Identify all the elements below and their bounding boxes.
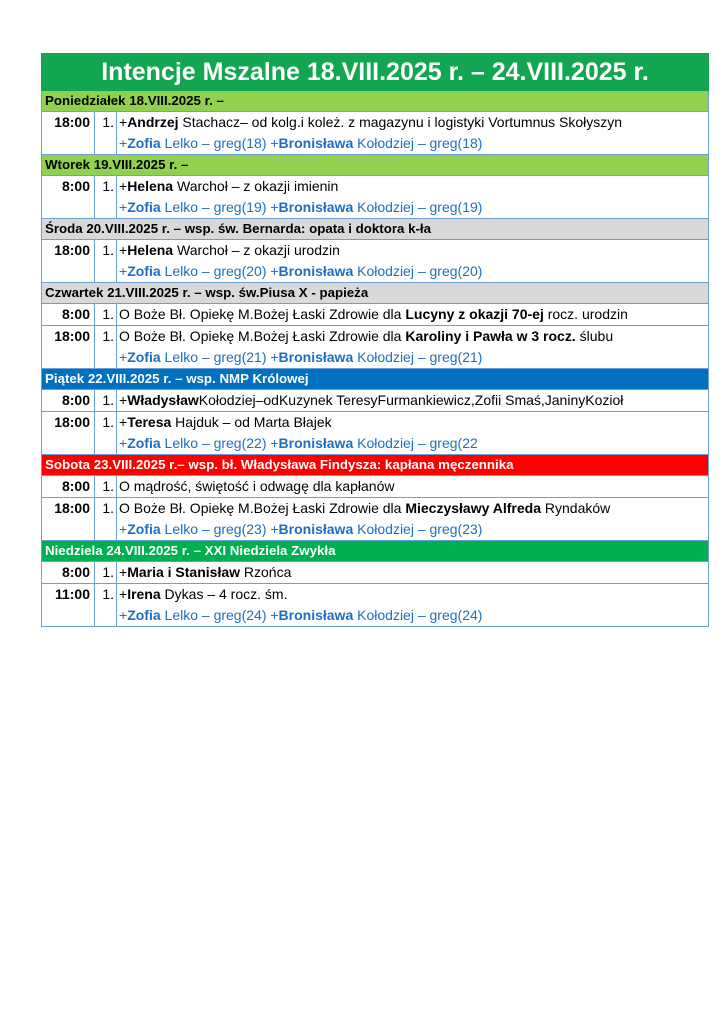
day-header: Środa 20.VIII.2025 r. – wsp. św. Bernarda: opata i doktora k-ła bbox=[42, 219, 709, 240]
intention-text: Lelko – greg(20) + bbox=[160, 263, 279, 279]
intention-text: Warchoł – z okazji urodzin bbox=[173, 242, 340, 258]
intention-text: Kołodziej – greg(23) bbox=[353, 521, 483, 537]
mass-number: 1. bbox=[95, 176, 117, 219]
intention-text: Warchoł – z okazji imienin bbox=[173, 178, 339, 194]
intention-text: + bbox=[119, 607, 128, 623]
mass-time: 18:00 bbox=[42, 326, 95, 369]
intentions-sheet bbox=[41, 53, 708, 627]
day-header-row bbox=[42, 455, 709, 476]
intention-name: Bronisława bbox=[278, 263, 354, 279]
intention-text: + bbox=[119, 114, 128, 130]
intention-text: Stachacz– od kolg.i koleż. z magazynu i logistyki Vortumnus Skołyszyn bbox=[178, 114, 623, 130]
mass-number: 1. bbox=[95, 304, 117, 326]
intention-text: Kołodziej – greg(22 bbox=[353, 435, 478, 451]
intention-name: Zofia bbox=[127, 607, 161, 623]
intention-text: rocz. urodzin bbox=[543, 306, 628, 322]
intention-text: + bbox=[119, 392, 128, 408]
mass-time: 18:00 bbox=[42, 112, 95, 155]
intention-name: Helena bbox=[127, 178, 174, 194]
day-header-row bbox=[42, 91, 709, 112]
intention-line bbox=[119, 498, 708, 519]
mass-row bbox=[42, 176, 709, 219]
intention-name: Zofia bbox=[127, 135, 161, 151]
mass-number: 1. bbox=[95, 412, 117, 455]
mass-row bbox=[42, 476, 709, 498]
intention-name: Zofia bbox=[127, 521, 161, 537]
intention-line bbox=[119, 133, 708, 154]
day-header: Poniedziałek 18.VIII.2025 r. – bbox=[42, 91, 709, 112]
intentions-table bbox=[41, 53, 709, 627]
intention-name: Władysław bbox=[127, 392, 199, 408]
day-header-row bbox=[42, 155, 709, 176]
intention-name: Bronisława bbox=[278, 349, 354, 365]
day-header-row bbox=[42, 283, 709, 304]
mass-number: 1. bbox=[95, 476, 117, 498]
intention-name: Bronisława bbox=[278, 199, 354, 215]
mass-row bbox=[42, 326, 709, 369]
mass-row bbox=[42, 412, 709, 455]
intention-text: + bbox=[119, 263, 128, 279]
intention-text: Lelko – greg(23) + bbox=[160, 521, 279, 537]
intention-line bbox=[119, 176, 708, 197]
intention-name: Lucyny z okazji 70-ej bbox=[405, 306, 544, 322]
mass-intention bbox=[117, 412, 709, 455]
intention-name: Mieczysławy Alfreda bbox=[405, 500, 541, 516]
intention-text: Kołodziej – greg(24) bbox=[353, 607, 483, 623]
intention-line bbox=[119, 519, 708, 540]
intention-name: Irena bbox=[127, 586, 161, 602]
mass-intention bbox=[117, 584, 709, 627]
mass-intention bbox=[117, 304, 709, 326]
intention-line bbox=[119, 347, 708, 368]
intention-line bbox=[119, 112, 708, 133]
intention-name: Bronisława bbox=[278, 521, 354, 537]
intention-text: O Boże Bł. Opiekę M.Bożej Łaski Zdrowie dla bbox=[119, 306, 406, 322]
intention-text: + bbox=[119, 564, 128, 580]
mass-number: 1. bbox=[95, 390, 117, 412]
intention-line bbox=[119, 584, 708, 605]
mass-row bbox=[42, 498, 709, 541]
intention-name: Zofia bbox=[127, 199, 161, 215]
mass-row bbox=[42, 240, 709, 283]
intention-line bbox=[119, 433, 708, 454]
intention-name: Bronisława bbox=[278, 607, 354, 623]
mass-number: 1. bbox=[95, 112, 117, 155]
intention-line bbox=[119, 412, 708, 433]
mass-row bbox=[42, 562, 709, 584]
intention-name: Teresa bbox=[127, 414, 172, 430]
intention-line bbox=[119, 197, 708, 218]
intention-name: Bronisława bbox=[278, 135, 354, 151]
intention-text: + bbox=[119, 135, 128, 151]
intention-line bbox=[119, 390, 708, 411]
mass-row bbox=[42, 112, 709, 155]
intention-text: Kołodziej – greg(18) bbox=[353, 135, 483, 151]
intention-text: + bbox=[119, 521, 128, 537]
day-header-row bbox=[42, 219, 709, 240]
mass-time: 8:00 bbox=[42, 562, 95, 584]
intention-text: Dykas – 4 rocz. śm. bbox=[160, 586, 288, 602]
mass-row bbox=[42, 390, 709, 412]
intention-text: + bbox=[119, 242, 128, 258]
mass-intention bbox=[117, 326, 709, 369]
intention-line bbox=[119, 261, 708, 282]
intention-name: Zofia bbox=[127, 263, 161, 279]
mass-time: 18:00 bbox=[42, 412, 95, 455]
mass-time: 8:00 bbox=[42, 176, 95, 219]
mass-time: 18:00 bbox=[42, 240, 95, 283]
intention-text: Lelko – greg(24) + bbox=[160, 607, 279, 623]
mass-intention bbox=[117, 240, 709, 283]
day-header: Sobota 23.VIII.2025 r.– wsp. bł. Władysława Findysza: kapłana męczennika bbox=[42, 455, 709, 476]
intention-line bbox=[119, 240, 708, 261]
intention-name: Zofia bbox=[127, 435, 161, 451]
intention-text: Lelko – greg(21) + bbox=[160, 349, 279, 365]
intention-text: Hajduk – od Marta Błajek bbox=[171, 414, 332, 430]
mass-time: 11:00 bbox=[42, 584, 95, 627]
intention-text: O mądrość, świętość i odwagę dla kapłanów bbox=[119, 478, 395, 494]
intention-name: Maria i Stanisław bbox=[127, 564, 241, 580]
mass-number: 1. bbox=[95, 584, 117, 627]
intention-name: Zofia bbox=[127, 349, 161, 365]
mass-row bbox=[42, 304, 709, 326]
page-title: Intencje Mszalne 18.VIII.2025 r. – 24.VIII.2025 r. bbox=[42, 54, 709, 91]
day-header-row bbox=[42, 369, 709, 390]
intention-line bbox=[119, 326, 708, 347]
mass-row bbox=[42, 584, 709, 627]
mass-number: 1. bbox=[95, 562, 117, 584]
intention-text: Lelko – greg(19) + bbox=[160, 199, 279, 215]
intention-name: Helena bbox=[127, 242, 174, 258]
intention-text: O Boże Bł. Opiekę M.Bożej Łaski Zdrowie dla bbox=[119, 500, 406, 516]
intention-name: Karoliny i Pawła w 3 rocz. bbox=[405, 328, 576, 344]
intention-text: + bbox=[119, 586, 128, 602]
mass-number: 1. bbox=[95, 326, 117, 369]
intention-name: Andrzej bbox=[127, 114, 179, 130]
day-header: Niedziela 24.VIII.2025 r. – XXI Niedziela Zwykła bbox=[42, 541, 709, 562]
intention-text: Lelko – greg(18) + bbox=[160, 135, 279, 151]
day-header: Czwartek 21.VIII.2025 r. – wsp. św.Piusa X - papieża bbox=[42, 283, 709, 304]
intention-text: + bbox=[119, 178, 128, 194]
title-row bbox=[42, 54, 709, 91]
mass-intention bbox=[117, 390, 709, 412]
mass-intention bbox=[117, 476, 709, 498]
intention-text: O Boże Bł. Opiekę M.Bożej Łaski Zdrowie dla bbox=[119, 328, 406, 344]
mass-time: 8:00 bbox=[42, 304, 95, 326]
day-header: Piątek 22.VIII.2025 r. – wsp. NMP Królowej bbox=[42, 369, 709, 390]
mass-time: 18:00 bbox=[42, 498, 95, 541]
intention-text: Kołodziej–odKuzynek TeresyFurmankiewicz,Zofii Smaś,JaninyKozioł bbox=[198, 392, 624, 408]
intention-text: ślubu bbox=[575, 328, 614, 344]
day-header-row bbox=[42, 541, 709, 562]
intention-text: + bbox=[119, 349, 128, 365]
mass-intention bbox=[117, 562, 709, 584]
intention-line bbox=[119, 605, 708, 626]
intention-text: Kołodziej – greg(20) bbox=[353, 263, 483, 279]
intention-text: Kołodziej – greg(19) bbox=[353, 199, 483, 215]
intention-text: Rzońca bbox=[240, 564, 292, 580]
day-header: Wtorek 19.VIII.2025 r. – bbox=[42, 155, 709, 176]
intention-name: Bronisława bbox=[278, 435, 354, 451]
intention-text: Kołodziej – greg(21) bbox=[353, 349, 483, 365]
intention-text: Lelko – greg(22) + bbox=[160, 435, 279, 451]
intention-line bbox=[119, 562, 708, 583]
mass-time: 8:00 bbox=[42, 390, 95, 412]
mass-time: 8:00 bbox=[42, 476, 95, 498]
mass-intention bbox=[117, 112, 709, 155]
intention-line bbox=[119, 304, 708, 325]
mass-number: 1. bbox=[95, 498, 117, 541]
mass-intention bbox=[117, 176, 709, 219]
intention-text: + bbox=[119, 435, 128, 451]
intention-text: Ryndaków bbox=[541, 500, 611, 516]
mass-intention bbox=[117, 498, 709, 541]
intention-text: + bbox=[119, 414, 128, 430]
intention-text: + bbox=[119, 199, 128, 215]
intention-line bbox=[119, 476, 708, 497]
mass-number: 1. bbox=[95, 240, 117, 283]
